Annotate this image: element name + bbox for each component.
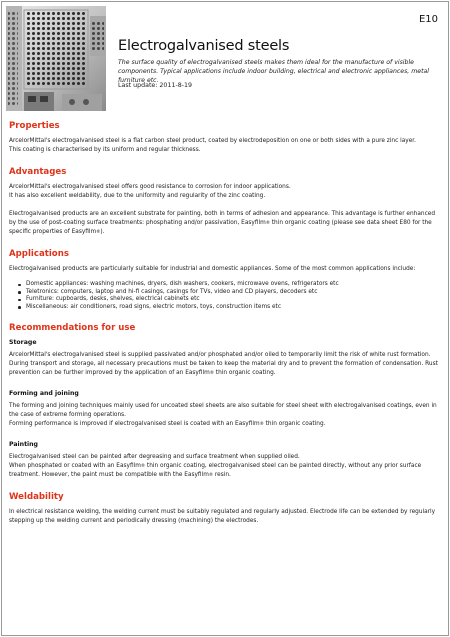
storage-text: ArcelorMittal's electrogalvanised steel is supplied passivated and/or phosphated and/or oiled to temporarily limit the risk of white rust formation. During transport and storage, all necessary precautions must be taken to keep the material dry and to prevent the formation of condensation. Rust prevention can be further improved by the application of an Easyfilm® thin organic coating.: [9, 352, 438, 376]
main-content: [9, 121, 443, 526]
advantages-text-3: Electrogalvanised products are an excellent substrate for painting, both in terms of adhesion and appearance. This advantage is further enhanced by the use of post-coating surface treatments: phosphating and/or passivation, Easyfilm® thin organic coating (please see data sheet E80 for the specific properties of Easyfilm®).: [9, 211, 435, 235]
painting-text-2: When phosphated or coated with an Easyfilm® thin organic coating, electrogalvanised steel can be painted directly, without any prior surface treatment. However, the paint must be compatible with the Easyfilm® resin.: [9, 463, 422, 478]
perforated-steel-panel-image: [6, 6, 106, 111]
registered-mark: ®: [96, 229, 101, 234]
recommendations-heading: Recommendations for use: [9, 323, 136, 333]
registered-mark: ®: [259, 421, 264, 426]
sheet-code: E10: [418, 14, 438, 25]
properties-heading: Properties: [9, 121, 60, 131]
applications-list: [9, 281, 443, 311]
advantages-text-1: ArcelorMittal's electrogalvanised steel offers good resistance to corrosion for indoor applications.: [9, 184, 291, 190]
painting-heading: Painting: [9, 441, 38, 448]
weldability-section: [9, 492, 443, 526]
registered-mark: ®: [140, 463, 146, 468]
advantages-section: [9, 167, 443, 237]
page-title: Electrogalvanised steels: [118, 38, 290, 54]
recommendations-section: [9, 323, 443, 480]
forming-text-2: Forming performance is improved if electrogalvanised steel is coated with an Easyfilm® thin organic coating.: [9, 421, 326, 427]
registered-mark: ®: [208, 472, 214, 477]
applications-intro: Electrogalvanised products are particularly suitable for industrial and domestic appliances. Some of the most common applications include:: [9, 266, 416, 272]
applications-section: [9, 249, 443, 311]
registered-mark: ®: [209, 370, 214, 375]
applications-heading: Applications: [9, 249, 69, 259]
forming-heading: Forming and joining: [9, 390, 79, 397]
datasheet-page: [1, 1, 449, 636]
page-subtitle: The surface quality of electrogalvanised steels makes them ideal for the manufacture of visible components. Typical applications include indoor building, electrical and electronic appliances, metal furniture etc.: [118, 59, 430, 84]
list-item: Teletronics: computers, laptop and hi-fi casings, casings for TVs, video and CD players, decoders etc: [18, 289, 443, 297]
weldability-heading: Weldability: [9, 492, 64, 502]
list-item: Miscellaneous: air conditioners, road signs, electric motors, toys, construction items etc: [18, 304, 443, 312]
advantages-heading: Advantages: [9, 167, 67, 177]
properties-text-2: This coating is characterised by its uniform and regular thickness.: [9, 147, 201, 153]
list-item: Furniture: cupboards, desks, shelves, electrical cabinets etc: [18, 296, 443, 304]
properties-section: [9, 121, 443, 155]
forming-text-1: The forming and joining techniques mainly used for uncoated steel sheets are also suitable for steel sheet with electrogalvanised coatings, even in the case of extreme forming operations.: [9, 403, 437, 418]
storage-heading: Storage: [9, 339, 37, 346]
registered-mark: ®: [265, 220, 270, 225]
last-update: Last update: 2011-8-19: [118, 82, 193, 89]
advantages-text-2: It has also excellent weldability, due to the uniformity and regularity of the zinc coating.: [9, 193, 266, 199]
weldability-text: In electrical resistance welding, the welding current must be suitably regulated and regularly adjusted. Electrode life can be extended by regularly stepping up the welding current and periodically dressing (machining) the electrodes.: [9, 509, 436, 524]
painting-text-1: Electrogalvanised steel can be painted after degreasing and surface treatment when supplied oiled.: [9, 454, 300, 460]
properties-text-1: ArcelorMittal's electrogalvanised steel is a flat carbon steel product, coated by electrodeposition on one or both sides with a pure zinc layer.: [9, 138, 416, 144]
list-item: Domestic appliances: washing machines, dryers, dish washers, cookers, microwave ovens, refrigerators etc: [18, 281, 443, 289]
header-photo: [6, 6, 106, 111]
